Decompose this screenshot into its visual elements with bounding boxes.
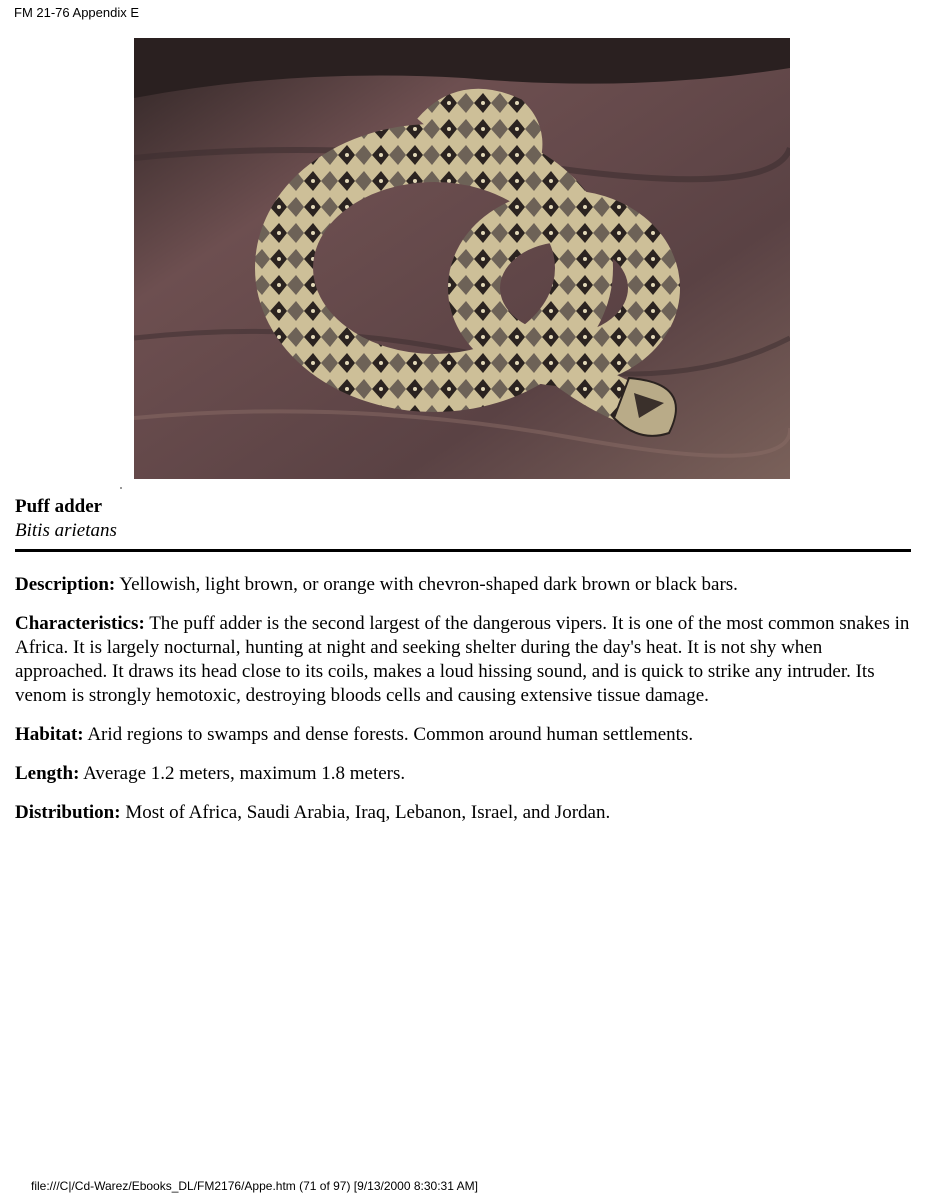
description-label: Description: [15, 574, 116, 595]
length-label: Length: [15, 763, 80, 784]
common-name-heading: Puff adder [15, 496, 103, 517]
species-details [15, 573, 915, 840]
description-paragraph [15, 573, 915, 597]
distribution-label: Distribution: [15, 802, 121, 823]
habitat-text: Arid regions to swamps and dense forests. Common around human settlements. [87, 724, 694, 745]
divider [15, 549, 911, 552]
snake-photo [134, 38, 790, 479]
length-text: Average 1.2 meters, maximum 1.8 meters. [83, 763, 406, 784]
print-footer: file:///C|/Cd-Warez/Ebooks_DL/FM2176/Appe.htm (71 of 97) [9/13/2000 8:30:31 AM] [31, 1179, 478, 1193]
puff-adder-illustration [134, 38, 790, 479]
stray-dot [120, 487, 122, 489]
distribution-paragraph [15, 801, 915, 825]
description-text: Yellowish, light brown, or orange with chevron-shaped dark brown or black bars. [119, 574, 738, 595]
characteristics-label: Characteristics: [15, 613, 145, 634]
distribution-text: Most of Africa, Saudi Arabia, Iraq, Lebanon, Israel, and Jordan. [125, 802, 611, 823]
scientific-name: Bitis arietans [15, 520, 117, 541]
characteristics-paragraph [15, 612, 915, 708]
length-paragraph [15, 762, 915, 786]
habitat-label: Habitat: [15, 724, 84, 745]
habitat-paragraph [15, 723, 915, 747]
characteristics-text: The puff adder is the second largest of the dangerous vipers. It is one of the most common snakes in Africa. It is largely nocturnal, hunting at night and seeking shelter during the day's heat. It is not shy when approached. It draws its head close to its coils, makes a loud hissing sound, and is quick to strike any intruder. Its venom is strongly hemotoxic, destroying bloods cells and causing extensive tissue damage. [15, 613, 910, 706]
print-header: FM 21-76 Appendix E [14, 5, 140, 20]
